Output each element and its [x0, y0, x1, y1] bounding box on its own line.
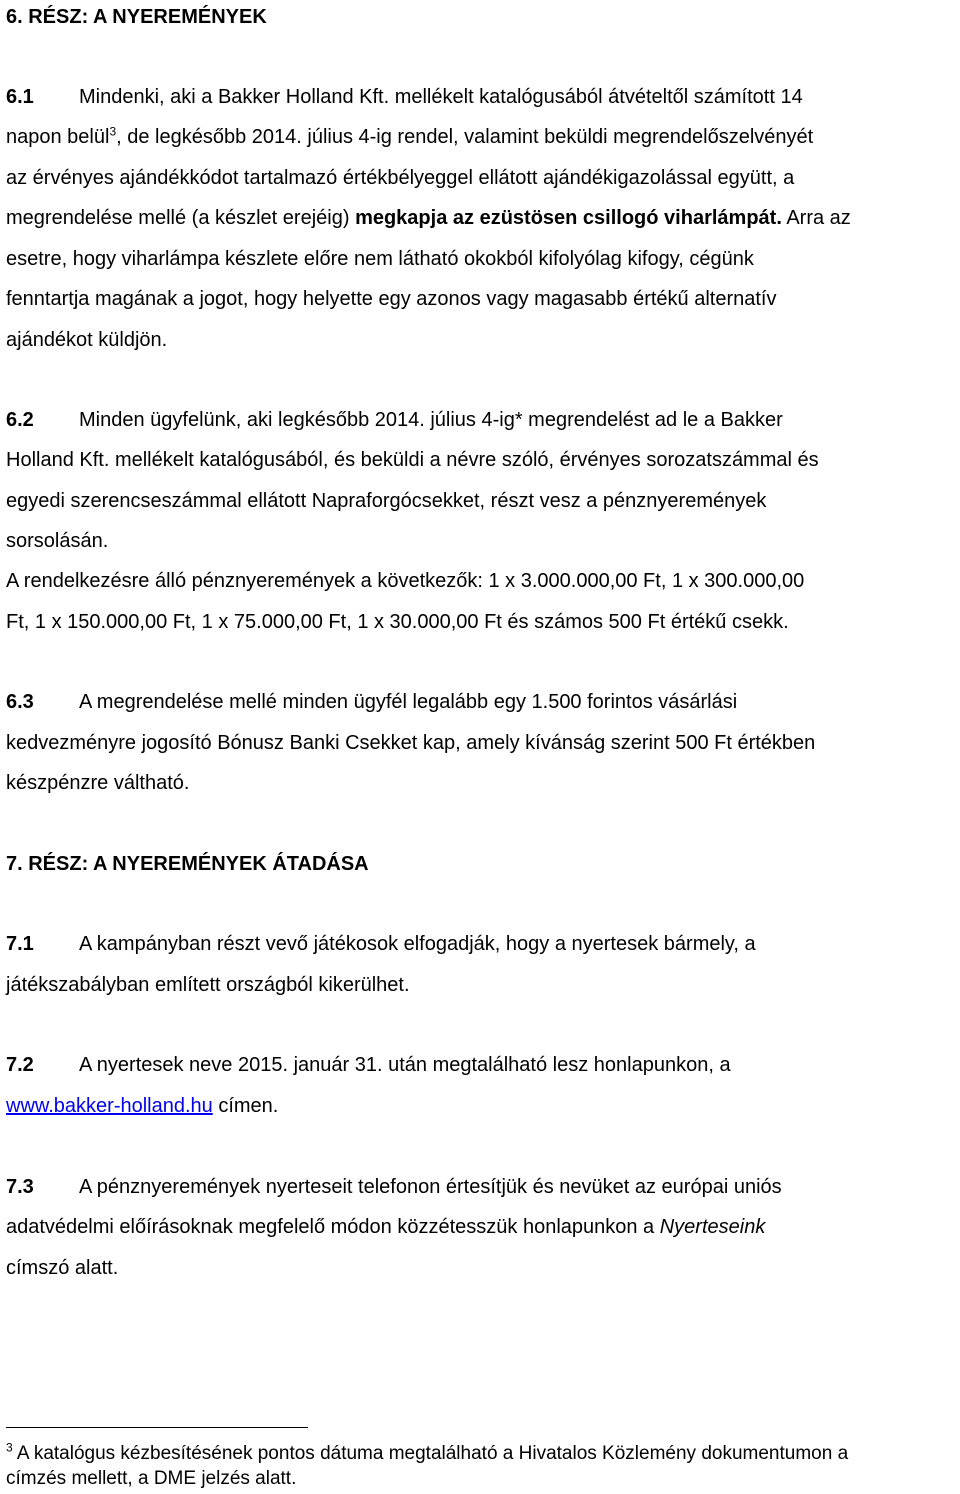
paragraph-number: 7.2 [6, 1054, 34, 1076]
paragraph-text: A megrendelése mellé minden ügyfél legalább egy 1.500 forintos vásárlási [79, 691, 738, 713]
paragraph-text: címen. [212, 1095, 279, 1117]
footnote-mark: 3 [6, 1440, 13, 1455]
section-6-heading: 6. RÉSZ: A NYEREMÉNYEK [6, 6, 267, 28]
paragraph-6-1-line-5: esetre, hogy viharlámpa készlete előre nem látható okokból kifolyólag kifogy, cégünk [6, 248, 754, 270]
footnote-text: A katalógus kézbesítésének pontos dátuma megtalálható a Hivatalos Közlemény dokumentumon a [12, 1443, 849, 1464]
paragraph-6-2-line-6: Ft, 1 x 150.000,00 Ft, 1 x 75.000,00 Ft, 1 x 30.000,00 Ft és számos 500 Ft értékű csekk. [6, 611, 789, 633]
paragraph-text: Mindenki, aki a Bakker Holland Kft. mellékelt katalógusából átvételtől számított 14 [79, 86, 803, 108]
paragraph-6-3-line-2: kedvezményre jogosító Bónusz Banki Csekket kap, amely kívánság szerint 500 Ft értékben [6, 732, 816, 754]
footnote-line-2: címzés mellett, a DME jelzés alatt. [6, 1468, 297, 1489]
paragraph-text: Arra az [781, 207, 851, 229]
paragraph-6-1-line-6: fenntartja magának a jogot, hogy helyette egy azonos vagy magasabb értékű alternatív [6, 288, 777, 310]
paragraph-6-1-line-3: az érvényes ajándékkódot tartalmazó értékbélyeggel ellátott ajándékigazolással együtt, a [6, 167, 795, 189]
paragraph-7-2-line-1 [6, 1053, 731, 1077]
paragraph-6-1-line-2 [6, 125, 813, 149]
paragraph-6-3-line-3: készpénzre váltható. [6, 772, 190, 794]
paragraph-text: A pénznyeremények nyerteseit telefonon értesítjük és nevüket az európai uniós [79, 1176, 782, 1198]
paragraph-number: 6.2 [6, 409, 34, 431]
paragraph-6-3-line-1 [6, 690, 737, 714]
paragraph-6-2-line-2: Holland Kft. mellékelt katalógusából, és beküldi a névre szóló, érvényes sorozatszámmal és [6, 449, 819, 471]
bold-text: megkapja az ezüstösen csillogó viharlámpát. [355, 207, 782, 229]
italic-text: Nyerteseink [659, 1216, 766, 1238]
paragraph-6-1-line-7: ajándékot küldjön. [6, 329, 168, 351]
paragraph-text: , de legkésőbb 2014. július 4-ig rendel, valamint beküldi megrendelőszelvényét [116, 126, 814, 148]
paragraph-text: napon belül [6, 126, 110, 148]
paragraph-text: megrendelése mellé (a készlet erejéig) [6, 207, 356, 229]
footnote-line-1 [6, 1440, 849, 1465]
paragraph-6-2-line-4: sorsolásán. [6, 530, 109, 552]
paragraph-number: 6.3 [6, 691, 34, 713]
paragraph-text: A kampányban részt vevő játékosok elfogadják, hogy a nyertesek bármely, a [79, 933, 756, 955]
paragraph-6-1-line-1 [6, 85, 803, 109]
paragraph-7-3-line-2 [6, 1215, 765, 1239]
paragraph-number: 7.3 [6, 1176, 34, 1198]
paragraph-7-3-line-1 [6, 1175, 782, 1199]
paragraph-6-2-line-5: A rendelkezésre álló pénznyeremények a következők: 1 x 3.000.000,00 Ft, 1 x 300.000,00 [6, 570, 805, 592]
paragraph-text: A nyertesek neve 2015. január 31. után megtalálható lesz honlapunkon, a [79, 1054, 731, 1076]
website-link[interactable]: www.bakker-holland.hu [6, 1095, 213, 1117]
paragraph-number: 7.1 [6, 933, 34, 955]
paragraph-text: adatvédelmi előírásoknak megfelelő módon közzétesszük honlapunkon a [6, 1216, 660, 1238]
paragraph-7-3-line-3: címszó alatt. [6, 1257, 119, 1279]
paragraph-7-1-line-1 [6, 932, 756, 956]
paragraph-number: 6.1 [6, 86, 34, 108]
paragraph-6-2-line-3: egyedi szerencseszámmal ellátott Napraforgócsekket, részt vesz a pénznyeremények [6, 490, 767, 512]
footnote-separator [6, 1427, 308, 1428]
paragraph-text: Minden ügyfelünk, aki legkésőbb 2014. július 4-ig* megrendelést ad le a Bakker [79, 409, 783, 431]
paragraph-7-1-line-2: játékszabályban említett országból kikerülhet. [6, 974, 410, 996]
paragraph-7-2-line-2 [6, 1094, 278, 1118]
footnote-reference: 3 [109, 124, 117, 139]
paragraph-6-1-line-4 [6, 206, 851, 230]
paragraph-6-2-line-1 [6, 408, 783, 432]
section-7-heading: 7. RÉSZ: A NYEREMÉNYEK ÁTADÁSA [6, 853, 369, 875]
